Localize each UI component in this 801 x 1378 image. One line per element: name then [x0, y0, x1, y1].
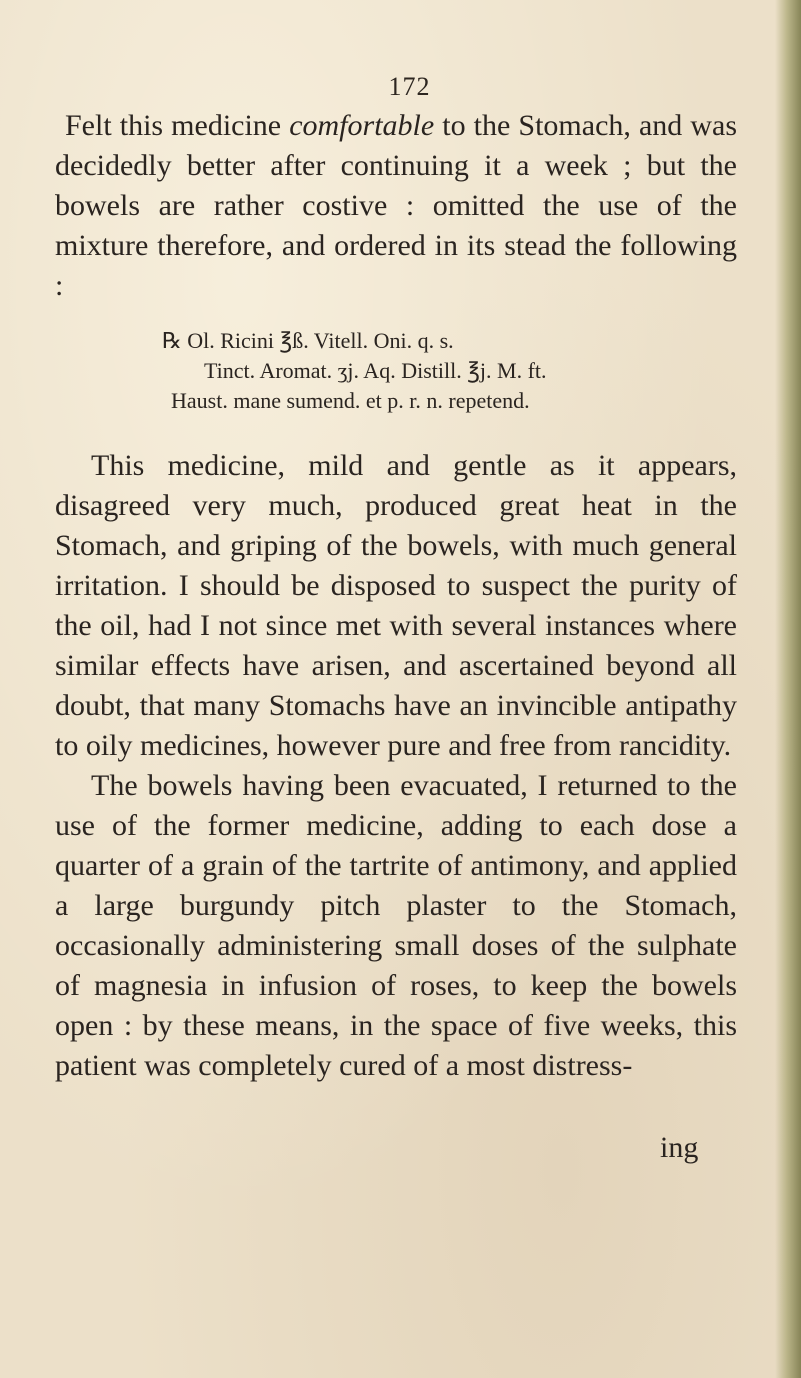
- paragraph-1-prefix: Felt this medicine: [65, 109, 290, 142]
- prescription-line-3: Haust. mane sumend. et p. r. n. repetend.: [171, 388, 530, 413]
- prescription: [55, 326, 737, 416]
- paragraph-2: This medicine, mild and gentle as it appears, disagreed very much, produced great heat in the Stomach, and griping of the bowels, with much general irritation. I should be disposed to suspect the purity of the oil, had I not since met with several instances where similar effects have arisen, and ascertained beyond all doubt, that many Stomachs have an invincible antipathy to oily medicines, however pure and free from rancidity.: [55, 449, 737, 762]
- page-edge-shadow: [775, 0, 801, 1378]
- paragraph-1: [55, 106, 737, 306]
- catchword: ing: [660, 1131, 699, 1164]
- paragraph-3: The bowels having been evacuated, I returned to the use of the former medicine, adding to each dose a quarter of a grain of the tartrite of antimony, and applied a large burgundy pitch plaster to the Stomach, occasionally administering small doses of the sulphate of magnesia in infusion of roses, to keep the bowels open : by these means, in the space of five weeks, this patient was completely cured of a most distress-: [55, 769, 737, 1082]
- page-number: 172: [388, 72, 431, 101]
- emphasis-comfortable: comfortable: [289, 109, 435, 142]
- prescription-line-1: ℞ Ol. Ricini ℥ß. Vitell. Oni. q. s.: [162, 328, 454, 353]
- prescription-line-2: Tinct. Aromat. ʒj. Aq. Distill. ℥j. M. ft.: [204, 358, 547, 383]
- paragraph-1-rest: to the Stomach, and was decidedly better after continuing it a week ; but the bowels are rather costive : omitted the use of the mixture therefore, and ordered in its stead the following :: [55, 109, 737, 302]
- body-text: [55, 106, 737, 1086]
